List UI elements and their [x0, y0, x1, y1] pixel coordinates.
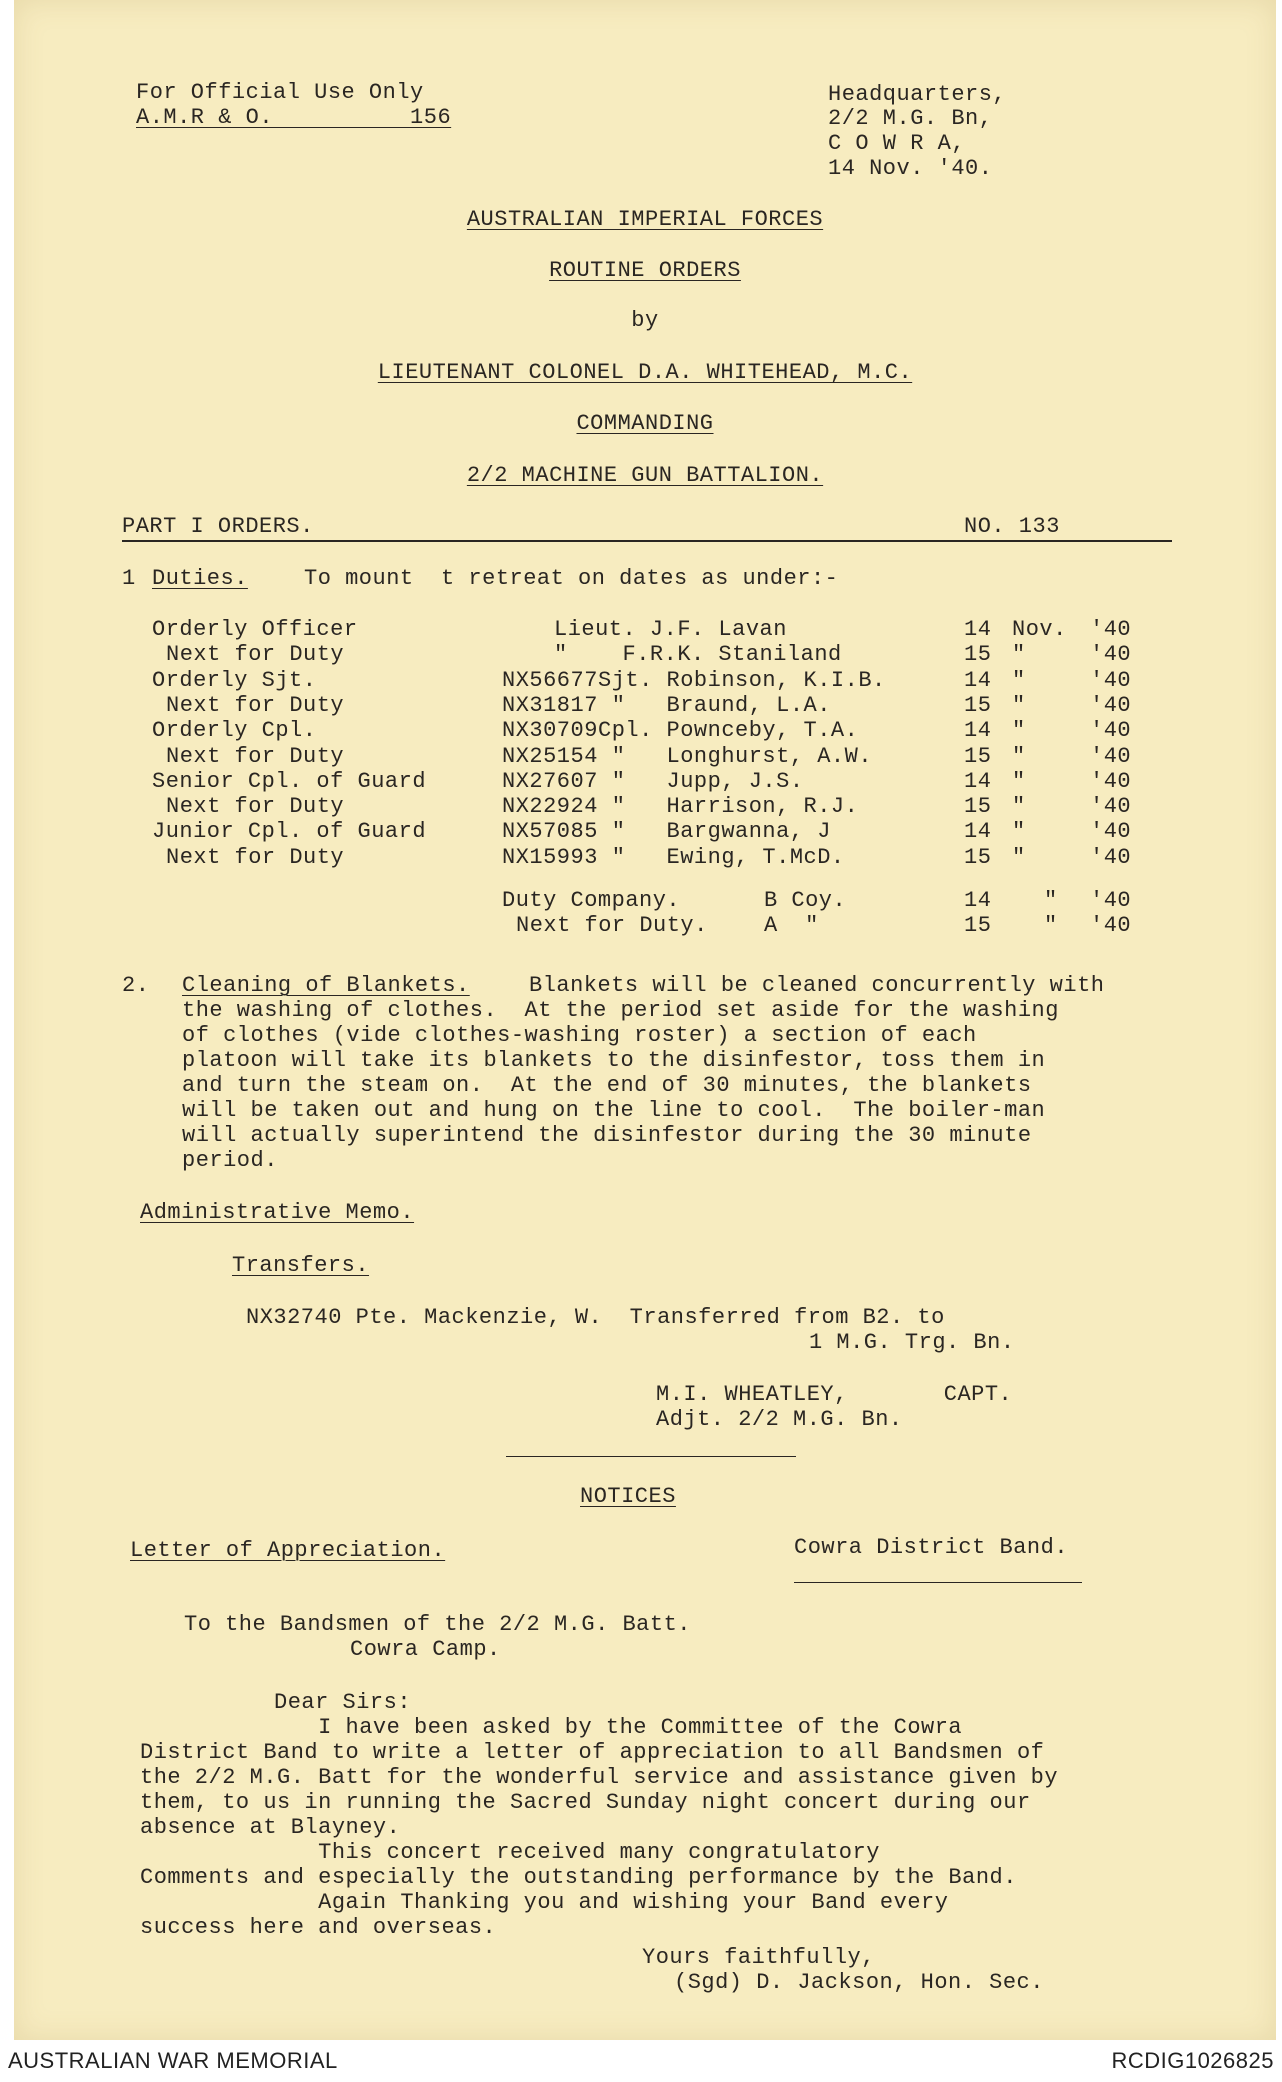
duty-month: " — [1012, 642, 1026, 667]
letter-from-rule — [794, 1582, 1082, 1583]
letter-body-7: Comments and especially the outstanding performance by the Band. — [140, 1865, 1017, 1890]
letter-from: Cowra District Band. — [794, 1535, 1069, 1560]
notices-heading: NOTICES — [580, 1484, 676, 1509]
company-year: '40 — [1090, 913, 1132, 938]
duty-role: Next for Duty — [166, 845, 345, 870]
transfers-heading: Transfers. — [232, 1253, 370, 1278]
title-routine-orders: ROUTINE ORDERS — [549, 258, 741, 283]
letter-to-2: Cowra Camp. — [350, 1637, 501, 1662]
duty-service-number: NX15993 — [502, 845, 598, 870]
duty-day: 15 — [964, 744, 992, 769]
duty-year: '40 — [1090, 769, 1132, 794]
duty-day: 15 — [964, 794, 992, 819]
duty-role: Next for Duty — [166, 744, 345, 769]
duty-day: 15 — [964, 693, 992, 718]
company-day: 14 — [964, 888, 992, 913]
duty-year: '40 — [1090, 718, 1132, 743]
duty-month: " — [1012, 794, 1026, 819]
duty-role: Orderly Sjt. — [152, 668, 317, 693]
duty-year: '40 — [1090, 693, 1132, 718]
footer-source: AUSTRALIAN WAR MEMORIAL — [8, 2048, 338, 2073]
blankets-line-6: will be taken out and hung on the line to cool. The boiler-man — [182, 1098, 1046, 1123]
blankets-heading: Cleaning of Blankets. — [182, 973, 470, 998]
duty-name: " Harrison, R.J. — [598, 794, 859, 819]
duty-role: Next for Duty — [166, 693, 345, 718]
duty-year: '40 — [1090, 794, 1132, 819]
duty-day: 15 — [964, 845, 992, 870]
duty-month: " — [1012, 769, 1026, 794]
duty-name: Sjt. Robinson, K.I.B. — [598, 668, 886, 693]
duties-intro: To mount t retreat on dates as under:- — [304, 566, 839, 591]
duty-month: " — [1012, 819, 1026, 844]
duty-month: " — [1012, 845, 1026, 870]
order-number: NO. 133 — [964, 514, 1060, 539]
company-name: A " — [764, 913, 819, 938]
title-commanding: COMMANDING — [576, 411, 714, 436]
duty-role: Junior Cpl. of Guard — [152, 819, 427, 844]
duty-name: " Longhurst, A.W. — [598, 744, 873, 769]
duties-heading: Duties. — [152, 566, 248, 591]
blankets-line-7: will actually superintend the disinfestor during the 30 minute — [182, 1123, 1032, 1148]
company-year: '40 — [1090, 888, 1132, 913]
duty-role: Next for Duty — [166, 794, 345, 819]
letter-to-1: To the Bandsmen of the 2/2 M.G. Batt. — [184, 1612, 691, 1637]
duty-year: '40 — [1090, 744, 1132, 769]
official-use-stamp: For Official Use Only — [136, 80, 424, 105]
footer-id: RCDIG1026825 — [1111, 2048, 1274, 2073]
duty-day: 15 — [964, 642, 992, 667]
letter-body-4: them, to us in running the Sacred Sunday night concert during our — [140, 1790, 1031, 1815]
hq-line-4: 14 Nov. '40. — [828, 156, 993, 181]
duty-year: '40 — [1090, 642, 1132, 667]
duty-role: Senior Cpl. of Guard — [152, 769, 427, 794]
duty-year: '40 — [1090, 617, 1132, 642]
duty-month: " — [1012, 718, 1026, 743]
blankets-line-5: and turn the steam on. At the end of 30 minutes, the blankets — [182, 1073, 1032, 1098]
duty-month: " — [1012, 668, 1026, 693]
blankets-line-4: platoon will take its blankets to the disinfestor, toss them in — [182, 1048, 1046, 1073]
title-commander: LIEUTENANT COLONEL D.A. WHITEHEAD, M.C. — [377, 360, 913, 385]
duty-month: " — [1012, 744, 1026, 769]
blankets-line-8: period. — [182, 1148, 278, 1173]
letter-body-5: absence at Blayney. — [140, 1815, 401, 1840]
blankets-line-2: the washing of clothes. At the period set aside for the washing — [182, 998, 1059, 1023]
company-month: " — [1044, 913, 1058, 938]
duty-year: '40 — [1090, 819, 1132, 844]
hq-line-3: C O W R A, — [828, 131, 966, 156]
duty-day: 14 — [964, 769, 992, 794]
duty-year: '40 — [1090, 668, 1132, 693]
letter-salutation: Dear Sirs: — [274, 1690, 412, 1715]
company-name: B Coy. — [764, 888, 847, 913]
duty-role: Orderly Cpl. — [152, 718, 317, 743]
company-label: Next for Duty. — [516, 913, 708, 938]
duty-day: 14 — [964, 819, 992, 844]
title-battalion: 2/2 MACHINE GUN BATTALION. — [466, 463, 824, 488]
duty-service-number: NX22924 — [502, 794, 598, 819]
duty-day: 14 — [964, 617, 992, 642]
title-aif: AUSTRALIAN IMPERIAL FORCES — [466, 207, 824, 232]
form-reference: A.M.R & O. 156 — [136, 105, 452, 130]
blankets-line-1: Blankets will be cleaned concurrently with — [529, 973, 1105, 998]
duty-name: " Bargwanna, J — [598, 819, 831, 844]
letter-body-3: the 2/2 M.G. Batt for the wonderful service and assistance given by — [140, 1765, 1059, 1790]
letter-body-1: I have been asked by the Committee of the Cowra — [140, 1715, 963, 1740]
hq-line-2: 2/2 M.G. Bn, — [828, 106, 993, 131]
transfer-line-2: 1 M.G. Trg. Bn. — [809, 1330, 1015, 1355]
company-day: 15 — [964, 913, 992, 938]
duty-service-number: NX57085 — [502, 819, 598, 844]
letter-heading: Letter of Appreciation. — [130, 1538, 446, 1563]
duty-service-number: NX30709 — [502, 718, 598, 743]
duty-service-number: NX31817 — [502, 693, 598, 718]
hq-line-1: Headquarters, — [828, 82, 1007, 107]
duty-month: " — [1012, 693, 1026, 718]
duties-number: 1 — [122, 566, 136, 591]
admin-heading: Administrative Memo. — [140, 1200, 415, 1225]
transfer-line-1: NX32740 Pte. Mackenzie, W. Transferred from B2. to — [246, 1305, 945, 1330]
company-label: Duty Company. — [502, 888, 681, 913]
letter-body-6: This concert received many congratulatory — [140, 1840, 880, 1865]
duty-role: Orderly Officer — [152, 617, 358, 642]
document-sheet — [14, 0, 1276, 2040]
adjutant-title: Adjt. 2/2 M.G. Bn. — [656, 1407, 903, 1432]
duty-name: " Ewing, T.McD. — [598, 845, 845, 870]
letter-body-2: District Band to write a letter of appreciation to all Bandsmen of — [140, 1740, 1045, 1765]
part-label: PART I ORDERS. — [122, 514, 314, 539]
duty-name: " F.R.K. Staniland — [554, 642, 842, 667]
duty-day: 14 — [964, 668, 992, 693]
company-month: " — [1044, 888, 1058, 913]
title-by: by — [631, 308, 659, 333]
letter-signature: (Sgd) D. Jackson, Hon. Sec. — [674, 1970, 1044, 1995]
duty-service-number: NX27607 — [502, 769, 598, 794]
duty-role: Next for Duty — [166, 642, 345, 667]
duty-service-number: NX56677 — [502, 668, 598, 693]
duty-name: Lieut. J.F. Lavan — [554, 617, 787, 642]
letter-body-9: success here and overseas. — [140, 1915, 497, 1940]
part-rule — [122, 540, 1172, 542]
duty-name: " Jupp, J.S. — [598, 769, 804, 794]
duty-name: Cpl. Pownceby, T.A. — [598, 718, 859, 743]
duty-year: '40 — [1090, 845, 1132, 870]
letter-body-8: Again Thanking you and wishing your Band every — [140, 1890, 949, 1915]
adjutant-signature: M.I. WHEATLEY, CAPT. — [656, 1382, 1013, 1407]
blankets-line-3: of clothes (vide clothes-washing roster) a section of each — [182, 1023, 977, 1048]
section-divider — [506, 1456, 796, 1457]
blankets-number: 2. — [122, 973, 150, 998]
duty-month: Nov. — [1012, 617, 1067, 642]
duty-name: " Braund, L.A. — [598, 693, 831, 718]
duty-day: 14 — [964, 718, 992, 743]
duty-service-number: NX25154 — [502, 744, 598, 769]
letter-closing: Yours faithfully, — [642, 1945, 875, 1970]
